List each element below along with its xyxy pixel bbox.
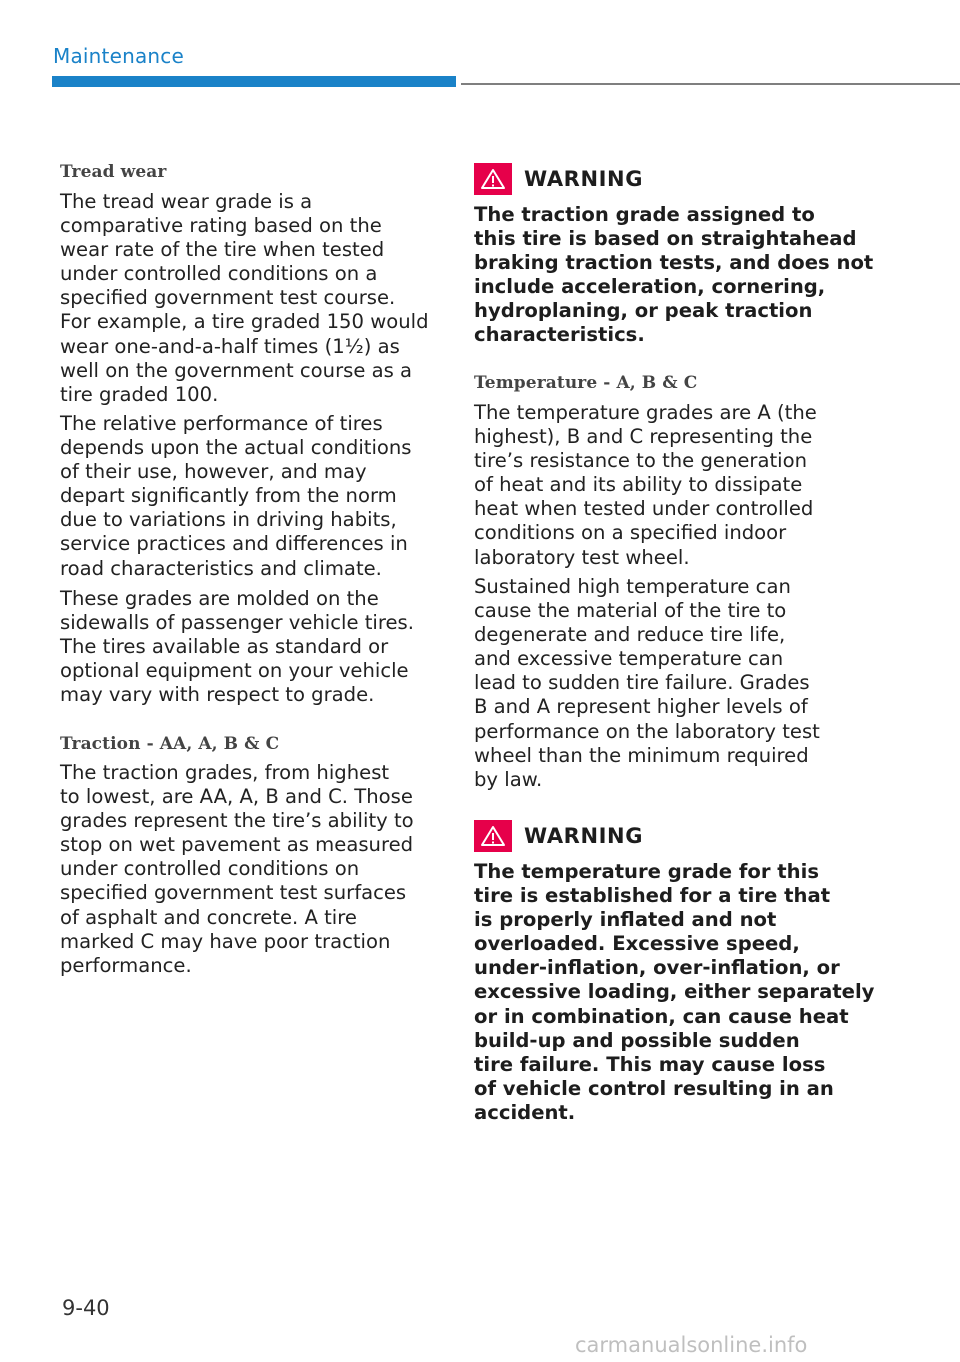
warning-label-1: WARNING: [524, 167, 644, 191]
warning-text-2: The temperature grade for this tire is established for a tire that is properly inflated and not overloaded. Excessive speed, under-inflation, over-inflation, or excessive loading, either separately or in combination, can cause heat build-up and possible sudden tire failure. This may cause loss of vehicle control resulting in an accident.: [474, 860, 875, 1124]
tread-wear-paragraph-2: The relative performance of tires depends upon the actual conditions of their use, however, and may depart significantly from the norm due to variations in driving habits, service practices and differences in road characteristics and climate.: [60, 412, 412, 580]
traction-heading: Traction - AA, A, B & C: [60, 734, 280, 754]
warning-header-2: [474, 820, 643, 852]
section-title: Maintenance: [53, 44, 184, 68]
warning-triangle-icon: [474, 820, 512, 852]
temperature-heading: Temperature - A, B & C: [474, 373, 698, 393]
temperature-paragraph-1: The temperature grades are A (the highest), B and C representing the tire’s resistance to the generation of heat and its ability to dissipate heat when tested under controlled conditions on a specified indoor laboratory test wheel.: [474, 401, 817, 569]
temperature-paragraph-2: Sustained high temperature can cause the material of the tire to degenerate and reduce tire life, and excessive temperature can lead to sudden tire failure. Grades B and A represent higher levels of performance on the laboratory test wheel than the minimum required by law.: [474, 575, 820, 791]
page-number: 9-40: [62, 1296, 110, 1320]
tread-wear-paragraph-1: The tread wear grade is a comparative rating based on the wear rate of the tire when tested under controlled conditions on a specified government test course. For example, a tire graded 150 would wear one-and-a-half times (1½) as well on the government course as a tire graded 100.: [60, 190, 429, 406]
warning-header-1: [474, 163, 643, 195]
header-rule: [461, 83, 960, 85]
header-accent-bar: [52, 76, 456, 87]
warning-triangle-icon: [474, 163, 512, 195]
traction-paragraph: The traction grades, from highest to lowest, are AA, A, B and C. Those grades represent the tire’s ability to stop on wet pavement as measured under controlled conditions on specified government test surfaces of asphalt and concrete. A tire marked C may have poor traction performance.: [60, 761, 414, 977]
warning-label-2: WARNING: [524, 824, 644, 848]
watermark: carmanualsonline.info: [575, 1333, 808, 1357]
tread-wear-heading: Tread wear: [60, 162, 167, 182]
warning-text-1: The traction grade assigned to this tire is based on straightahead braking traction tests, and does not include acceleration, cornering, hydroplaning, or peak traction characteristics.: [474, 203, 874, 347]
tread-wear-paragraph-3: These grades are molded on the sidewalls of passenger vehicle tires. The tires available as standard or optional equipment on your vehicle may vary with respect to grade.: [60, 587, 414, 707]
